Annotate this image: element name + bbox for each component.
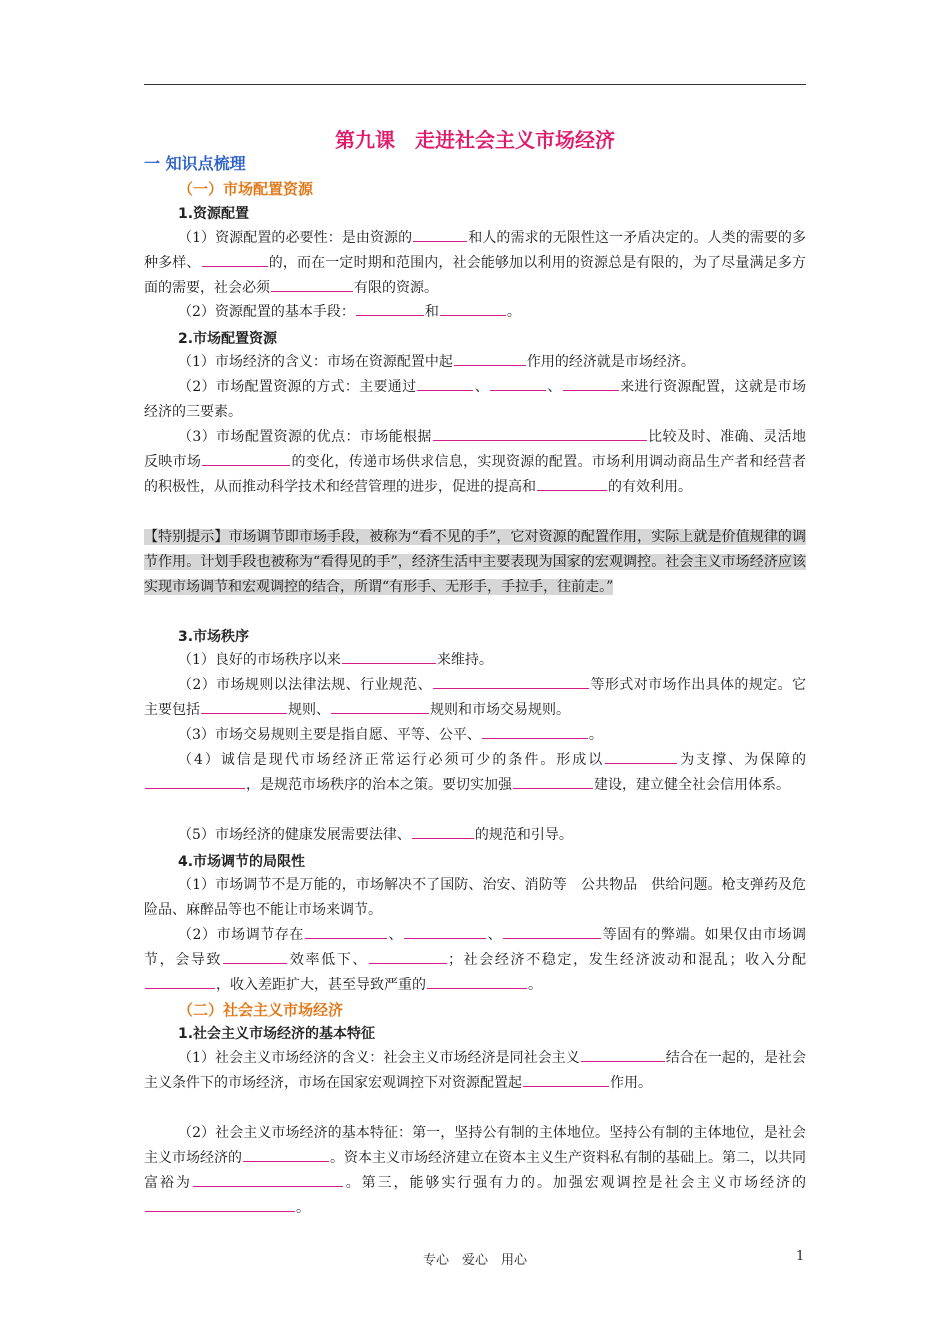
subsection-heading-2: （二）社会主义市场经济 — [178, 1001, 344, 1019]
section-heading-1: 一 知识点梳理 — [144, 154, 246, 173]
paragraph: （1）市场调节不是万能的，市场解决不了国防、治安、消防等 公共物品 供给问题。枪支弹药及危险品、麻醉品等也不能让市场来调节。 — [144, 877, 806, 918]
paragraph: （4）诚信是现代市场经济正常运行必须可少的条件。形成以 为支撑、为保障的，是规范市场秩序的治本之策。要切实加强 建设，建立健全社会信用体系。 — [144, 748, 806, 798]
heading-1-4: 4.市场调节的局限性 — [178, 854, 306, 870]
subsection-heading-1: （一）市场配置资源 — [178, 180, 314, 198]
paragraph: （3）市场交易规则主要是指自愿、平等、公平、 。 — [178, 727, 603, 743]
paragraph: （2）市场配置资源的方式：主要通过 、 、 来进行资源配置，这就是市场经济的三要素。 — [144, 379, 807, 420]
paragraph: （2）市场调节存在 、 、 等固有的弊端。如果仅由市场调节，会导致 效率低下、 ；社会经济不稳定，发生经济波动和混乱；收入分配，收入差距扩大，甚至导致严重的 。 — [144, 927, 807, 993]
heading-1-3: 3.市场秩序 — [178, 629, 250, 645]
paragraph: （1）市场经济的含义：市场在资源配置中起 作用的经济就是市场经济。 — [178, 354, 695, 370]
special-tip: 【特别提示】市场调节即市场手段，被称为“看不见的手”，它对资源的配置作用，实际上就是价值规律的调节作用。计划手段也被称为“看得见的手”，经济生活中主要表现为国家的宏观调控。社会主义市场经济应该实现市场调节和宏观调控的结合，所谓“有形手、无形手，手拉手，往前走。” — [144, 529, 806, 595]
page-title: 第九课 走进社会主义市场经济 — [335, 128, 615, 152]
paragraph: （1）资源配置的必要性：是由资源的 和人的需求的无限性这一矛盾决定的。人类的需要的多种多样、 的，而在一定时期和范围内，社会能够加以利用的资源总是有限的，为了尽量满足多方面的需要，社会必须 有限的资源。 — [144, 230, 807, 296]
header-rule — [144, 84, 806, 85]
paragraph: （2）社会主义市场经济的基本特征：第一，坚持公有制的主体地位。坚持公有制的主体地位，是社会主义市场经济的 。资本主义市场经济建立在资本主义生产资料私有制的基础上。第二，以共同富裕为 。第三，能够实行强有力的。加强宏观调控是社会主义市场经济的。 — [144, 1125, 806, 1216]
heading-1-2: 2.市场配置资源 — [178, 331, 278, 347]
heading-1-1: 1.资源配置 — [178, 206, 250, 222]
paragraph: （3）市场配置资源的优点：市场能根据 比较及时、准确、灵活地反映市场 的变化，传递市场供求信息，实现资源的配置。市场利用调动商品生产者和经营者的积极性，从而推动科学技术和经营管理的进步，促进的提高和 的有效利用。 — [144, 429, 807, 495]
heading-2-1: 1.社会主义市场经济的基本特征 — [178, 1026, 376, 1042]
paragraph: （2）市场规则以法律法规、行业规范、 等形式对市场作出具体的规定。它主要包括 规则、 规则和市场交易规则。 — [144, 677, 807, 718]
page-footer: 专心 爱心 用心 — [422, 1253, 527, 1268]
page-number: 1 — [796, 1249, 805, 1264]
paragraph: （1）社会主义市场经济的含义：社会主义市场经济是同社会主义 结合在一起的，是社会主义条件下的市场经济，市场在国家宏观调控下对资源配置起 作用。 — [144, 1050, 806, 1091]
paragraph: （2）资源配置的基本手段： 和 。 — [178, 304, 521, 320]
paragraph: （5）市场经济的健康发展需要法律、 的规范和引导。 — [178, 827, 573, 843]
paragraph: （1）良好的市场秩序以来 来维持。 — [178, 652, 493, 668]
